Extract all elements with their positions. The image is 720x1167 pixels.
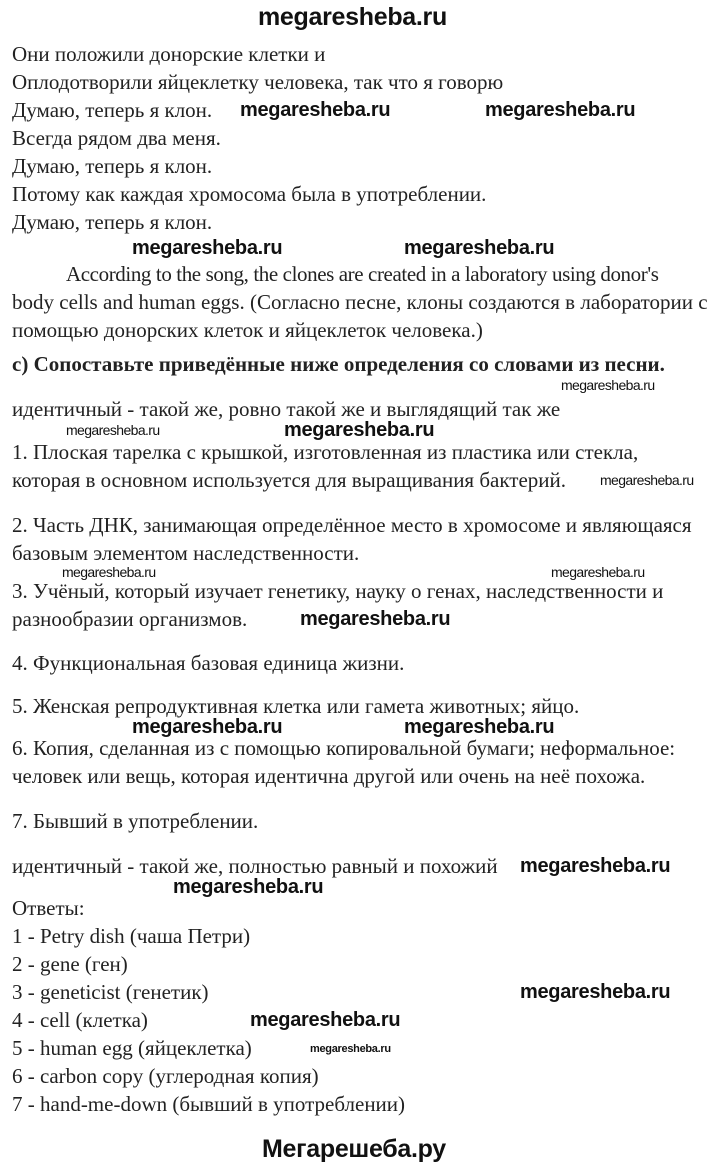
watermark: megaresheba.ru bbox=[66, 422, 160, 438]
paragraph-line: According to the song, the clones are created in a laboratory using donor's bbox=[66, 262, 659, 286]
lyric-line: Всегда рядом два меня. bbox=[12, 126, 221, 150]
answer-item: 1 - Petry dish (чаша Петри) bbox=[12, 924, 251, 948]
watermark: megaresheba.ru bbox=[551, 564, 645, 580]
task-heading: с) Сопоставьте приведённые ниже определения со словами из песни. bbox=[12, 352, 665, 376]
lyric-line: Потому как каждая хромосома была в употреблении. bbox=[12, 182, 487, 206]
definition-line: 2. Часть ДНК, занимающая определённое место в хромосоме и являющаяся bbox=[12, 513, 692, 537]
watermark: megaresheba.ru bbox=[250, 1009, 401, 1031]
answer-item: 7 - hand-me-down (бывший в употреблении) bbox=[12, 1092, 406, 1116]
watermark: megaresheba.ru bbox=[404, 237, 555, 259]
watermark: megaresheba.ru bbox=[404, 716, 555, 738]
definition-line: 7. Бывший в употреблении. bbox=[12, 809, 259, 833]
definition-line: 4. Функциональная базовая единица жизни. bbox=[12, 651, 405, 675]
lyric-line: Думаю, теперь я клон. bbox=[12, 154, 213, 178]
watermark: megaresheba.ru bbox=[485, 99, 636, 121]
definition-line: 3. Учёный, который изучает генетику, науку о генах, наследственности и bbox=[12, 579, 664, 603]
watermark: megaresheba.ru bbox=[520, 981, 671, 1003]
watermark: megaresheba.ru bbox=[300, 608, 451, 630]
lyric-line: Думаю, теперь я клон. bbox=[12, 98, 213, 122]
site-footer[interactable]: Мегарешеба.ру bbox=[262, 1135, 446, 1163]
watermark: megaresheba.ru bbox=[561, 377, 655, 393]
watermark: megaresheba.ru bbox=[62, 564, 156, 580]
answer-item: 3 - geneticist (генетик) bbox=[12, 980, 209, 1004]
site-header[interactable]: megaresheba.ru bbox=[258, 3, 447, 31]
definition-line: 1. Плоская тарелка с крышкой, изготовленная из пластика или стекла, bbox=[12, 440, 639, 464]
definition-line: 5. Женская репродуктивная клетка или гамета животных; яйцо. bbox=[12, 694, 580, 718]
lyric-line: Оплодотворили яйцеклетку человека, так что я говорю bbox=[12, 70, 504, 94]
lyric-line: Они положили донорские клетки и bbox=[12, 42, 326, 66]
answers-label: Ответы: bbox=[12, 896, 85, 920]
answer-item: 4 - cell (клетка) bbox=[12, 1008, 148, 1032]
answer-item: 2 - gene (ген) bbox=[12, 952, 128, 976]
definition-line: разнообразии организмов. bbox=[12, 607, 248, 631]
watermark: megaresheba.ru bbox=[173, 876, 324, 898]
definition-line: 6. Копия, сделанная из с помощью копировальной бумаги; неформальное: bbox=[12, 736, 676, 760]
identical-definition: идентичный - такой же, полностью равный и похожий bbox=[12, 854, 498, 878]
watermark: megaresheba.ru bbox=[284, 419, 435, 441]
watermark: megaresheba.ru bbox=[310, 1043, 391, 1055]
answer-item: 5 - human egg (яйцеклетка) bbox=[12, 1036, 252, 1060]
watermark: megaresheba.ru bbox=[600, 472, 694, 488]
definition-line: человек или вещь, которая идентична другой или очень на неё похожа. bbox=[12, 764, 646, 788]
identical-definition: идентичный - такой же, ровно такой же и выглядящий так же bbox=[12, 397, 561, 421]
definition-line: которая в основном используется для выращивания бактерий. bbox=[12, 468, 566, 492]
paragraph-line: body cells and human eggs. (Согласно песне, клоны создаются в лаборатории с bbox=[12, 290, 708, 314]
watermark: megaresheba.ru bbox=[132, 716, 283, 738]
lyric-line: Думаю, теперь я клон. bbox=[12, 210, 213, 234]
answer-item: 6 - carbon copy (углеродная копия) bbox=[12, 1064, 319, 1088]
watermark: megaresheba.ru bbox=[520, 855, 671, 877]
paragraph-line: помощью донорских клеток и яйцеклеток человека.) bbox=[12, 318, 483, 342]
watermark: megaresheba.ru bbox=[240, 99, 391, 121]
definition-line: базовым элементом наследственности. bbox=[12, 541, 360, 565]
watermark: megaresheba.ru bbox=[132, 237, 283, 259]
